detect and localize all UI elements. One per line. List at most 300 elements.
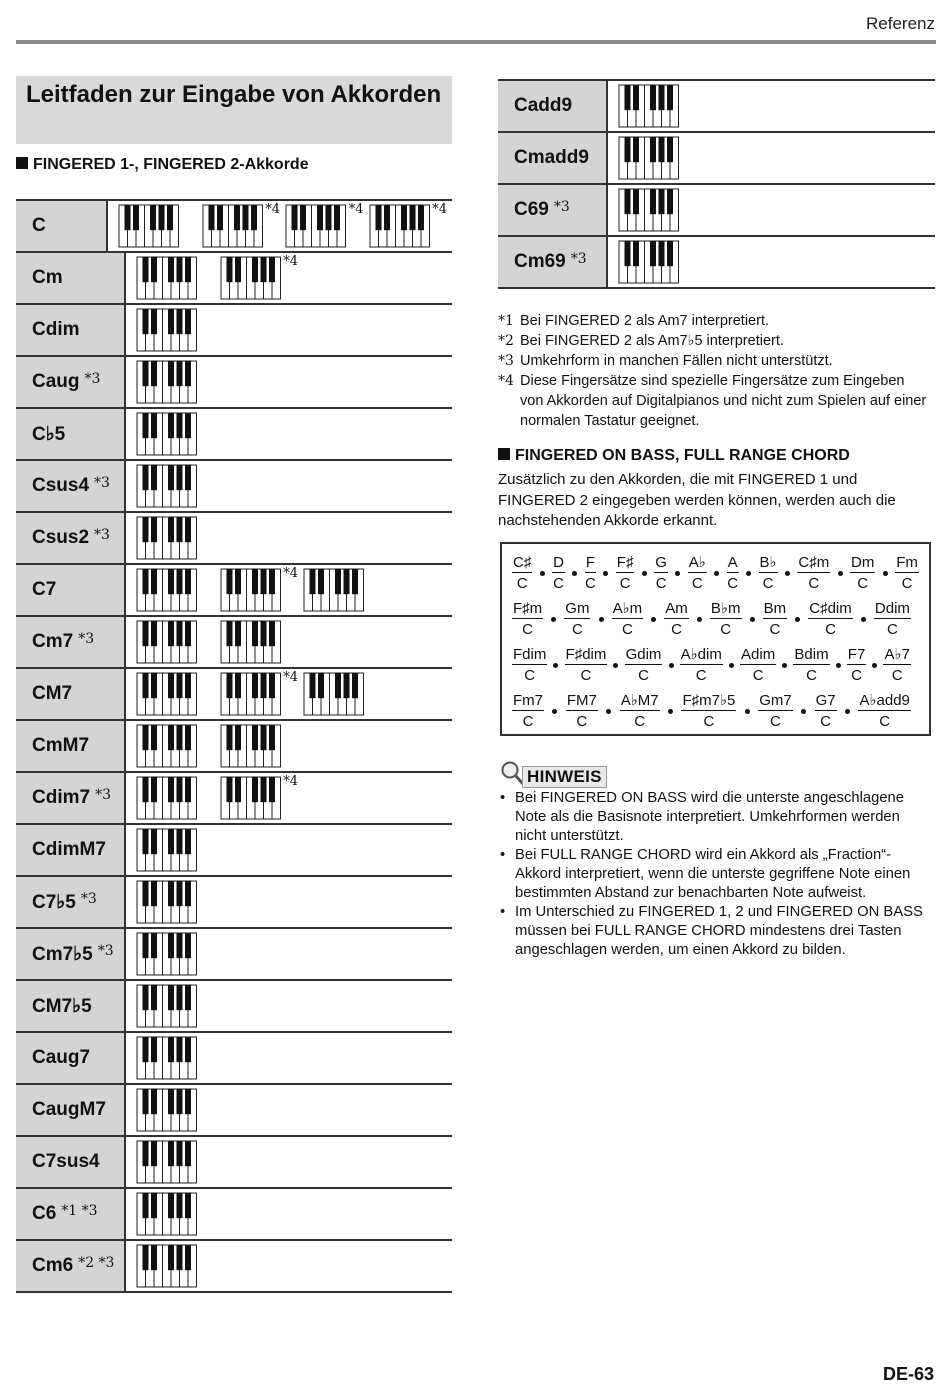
keyboard-variant — [136, 1035, 198, 1081]
keyboard-diagram — [618, 136, 680, 180]
chord-name-text: C7sus4 — [32, 1151, 100, 1172]
keyboard-diagram — [136, 308, 198, 352]
chord-name — [498, 81, 608, 131]
keyboard-variant — [220, 774, 298, 821]
chord-table-left — [16, 199, 452, 1293]
bullet-dot-icon — [785, 571, 790, 576]
fraction-denominator: C — [770, 713, 781, 730]
keyboard-diagram — [220, 776, 282, 820]
fraction-chord — [566, 692, 598, 730]
fraction-chord — [895, 554, 919, 592]
chord-name — [16, 1241, 126, 1291]
bullet-dot-icon — [745, 709, 750, 714]
subhead-bass-text: FINGERED ON BASS, FULL RANGE CHORD — [515, 447, 850, 464]
chord-row — [16, 721, 452, 773]
chord-name-text: C — [32, 215, 46, 236]
square-bullet-icon — [16, 157, 28, 169]
chord-name — [16, 305, 126, 355]
keyboard-variant — [618, 83, 680, 129]
fraction-numerator: C♯m — [798, 554, 830, 571]
fraction-denominator: C — [727, 575, 739, 592]
keyboard-variant — [285, 202, 364, 249]
chord-keyboards — [126, 825, 220, 875]
keyboard-diagram — [136, 620, 198, 664]
chord-keyboards — [608, 133, 702, 183]
chord-row — [498, 185, 935, 237]
bullet-dot-icon — [746, 571, 751, 576]
keyboard-diagram — [136, 256, 198, 300]
fraction-chord — [664, 600, 689, 638]
keyboard-diagram — [220, 672, 282, 716]
fraction-numerator: C♯dim — [809, 600, 852, 617]
chord-row — [16, 981, 452, 1033]
chord-row — [16, 929, 452, 981]
chord-row — [498, 237, 935, 289]
chord-name — [16, 513, 126, 563]
fraction-numerator: C♯ — [513, 554, 532, 571]
keyboard-variant — [136, 619, 198, 665]
chord-name-text: Cm — [32, 267, 63, 288]
keyboard-variant — [136, 515, 198, 561]
fraction-denominator: C — [886, 621, 898, 638]
fraction-numerator: Fm7 — [513, 692, 543, 709]
keyboard-variant — [369, 202, 447, 249]
fraction-chord — [612, 600, 644, 638]
bullet-dot-icon — [606, 709, 611, 714]
chord-footnote-ref: *1 *3 — [61, 1203, 98, 1219]
chord-name-text: CdimM7 — [32, 839, 106, 860]
keyboard-variant — [618, 239, 680, 285]
chord-footnote-ref: *2 *3 — [78, 1255, 115, 1271]
chord-keyboards — [126, 1085, 220, 1135]
fraction-denominator: C — [522, 621, 533, 638]
keyboard-diagram — [136, 464, 198, 508]
notes-list — [500, 789, 932, 960]
fraction-numerator: A♭ — [688, 554, 706, 571]
keyboard-variant — [303, 567, 365, 613]
keyboard-diagram — [618, 84, 680, 128]
header-rule — [16, 40, 936, 44]
chord-name-text: C♭5 — [32, 423, 66, 445]
chord-keyboards — [108, 201, 452, 251]
fraction-denominator: C — [820, 713, 831, 730]
fraction-row — [512, 554, 919, 592]
chord-name — [16, 877, 126, 927]
chord-footnote-ref: *3 — [94, 527, 110, 543]
fraction-numerator: G — [655, 554, 667, 571]
fraction-chord — [552, 554, 565, 592]
keyboard-variant — [220, 670, 298, 717]
fraction-chord — [874, 600, 911, 638]
bullet-dot-icon — [613, 663, 618, 668]
fraction-chord — [850, 554, 875, 592]
footnote-text: Diese Fingersätze sind spezielle Fingersätze zum Eingeben von Akkorden auf Digitalpianos und nicht zum Spielen auf einer normalen Tastatur geeignet. — [520, 373, 927, 429]
footnote — [498, 371, 928, 431]
fraction-numerator: B♭ — [759, 554, 777, 571]
chord-name — [16, 1189, 126, 1239]
footnote-mark: *3 — [498, 353, 514, 369]
chord-row — [16, 513, 452, 565]
keyboard-footnote-ref: *4 — [283, 670, 298, 685]
chord-row — [16, 201, 452, 253]
fraction-chord — [797, 554, 830, 592]
keyboard-variant — [202, 202, 280, 249]
chord-keyboards — [126, 1033, 220, 1083]
fraction-chord — [758, 692, 793, 730]
fraction-denominator: C — [638, 667, 649, 684]
subhead-fingered-text: FINGERED 1-, FINGERED 2-Akkorde — [33, 156, 309, 173]
chord-keyboards — [126, 1241, 220, 1291]
fraction-chord — [512, 600, 543, 638]
chord-name-text: Csus2 — [32, 527, 90, 548]
chord-keyboards — [126, 357, 220, 407]
chord-name-text: Cdim — [32, 319, 80, 340]
keyboard-diagram — [136, 1088, 198, 1132]
fraction-row — [512, 600, 911, 638]
fraction-denominator: C — [703, 713, 715, 730]
chord-row — [16, 669, 452, 721]
keyboard-variant — [618, 187, 680, 233]
keyboard-variant — [136, 1139, 198, 1185]
chord-name-text: Csus4 — [32, 475, 90, 496]
bullet-dot-icon — [697, 617, 702, 622]
chord-keyboards — [608, 81, 702, 131]
note-item — [500, 903, 932, 960]
keyboard-variant — [220, 566, 298, 613]
fraction-numerator: Ddim — [874, 600, 910, 617]
note-text: Bei FINGERED ON BASS wird die unterste angeschlagene Note als die Basisnote interpretiert. Umkehrformen werden nicht unterstützt. — [515, 790, 905, 844]
footnote-mark: *4 — [498, 373, 514, 389]
fraction-numerator: Am — [665, 600, 688, 617]
chord-name — [16, 253, 126, 303]
keyboard-variant — [136, 463, 198, 509]
chord-row — [16, 877, 452, 929]
fraction-numerator: Adim — [741, 646, 776, 663]
fraction-numerator: D — [553, 554, 564, 571]
chord-name — [16, 825, 126, 875]
fraction-chord — [793, 646, 829, 684]
chord-name — [16, 617, 126, 667]
keyboard-diagram — [369, 204, 431, 248]
note-item — [500, 846, 932, 903]
chord-name-text: Cmadd9 — [514, 147, 589, 168]
keyboard-variant — [303, 671, 365, 717]
keyboard-diagram — [136, 1192, 198, 1236]
keyboard-diagram — [118, 204, 180, 248]
chord-name — [16, 773, 126, 823]
fraction-numerator: F♯m7♭5 — [682, 692, 736, 709]
keyboard-variant — [136, 307, 198, 353]
chord-row — [498, 81, 935, 133]
fraction-denominator: C — [901, 575, 913, 592]
chord-name-text: CmM7 — [32, 735, 90, 756]
fraction-denominator: C — [752, 667, 764, 684]
fraction-chord — [564, 600, 590, 638]
fraction-chord — [759, 554, 778, 592]
chord-keyboards — [126, 877, 220, 927]
keyboard-diagram — [136, 984, 198, 1028]
chord-row — [16, 409, 452, 461]
fraction-denominator: C — [695, 667, 707, 684]
fraction-chord — [740, 646, 776, 684]
fraction-numerator: A♭add9 — [859, 692, 910, 709]
fraction-numerator: Dm — [851, 554, 875, 571]
keyboard-variant — [220, 254, 298, 301]
chord-keyboards — [126, 461, 220, 511]
keyboard-variant — [118, 203, 180, 249]
subhead-bass — [498, 447, 850, 465]
fraction-chord — [727, 554, 739, 592]
fraction-denominator: C — [851, 667, 862, 684]
fraction-numerator: Gm7 — [759, 692, 792, 709]
chord-name — [16, 201, 108, 251]
fraction-chord — [883, 646, 910, 684]
chord-name — [16, 721, 126, 771]
chord-name-text: Cm7♭5 — [32, 943, 93, 965]
chord-row — [16, 305, 452, 357]
bullet-dot-icon — [572, 571, 577, 576]
bullet-dot-icon — [795, 617, 800, 622]
footnote-text: Bei FINGERED 2 als Am7♭5 interpretiert. — [520, 333, 784, 349]
fraction-chord — [858, 692, 910, 730]
chord-keyboards — [126, 513, 220, 563]
keyboard-variant — [136, 1243, 198, 1289]
bullet-icon: • — [500, 904, 506, 920]
fraction-chord — [512, 646, 547, 684]
chord-footnote-ref: *3 — [95, 787, 111, 803]
keyboard-variant — [136, 1087, 198, 1133]
chord-keyboards — [126, 617, 303, 667]
chord-footnote-ref: *3 — [84, 371, 101, 387]
keyboard-footnote-ref: *4 — [283, 566, 298, 581]
keyboard-variant — [220, 619, 282, 665]
chord-name — [16, 357, 126, 407]
keyboard-footnote-ref: *4 — [265, 202, 280, 217]
bullet-dot-icon — [599, 617, 604, 622]
fraction-numerator: A♭M7 — [620, 692, 659, 709]
chord-keyboards — [126, 1189, 220, 1239]
chord-name — [498, 133, 608, 183]
fraction-numerator: Fm — [896, 554, 918, 571]
fraction-denominator: C — [619, 575, 631, 592]
fraction-denominator: C — [516, 575, 528, 592]
keyboard-diagram — [202, 204, 264, 248]
chord-name — [498, 185, 608, 235]
page-number: DE-63 — [882, 1364, 934, 1384]
keyboard-variant — [136, 879, 198, 925]
chord-row — [16, 357, 452, 409]
fraction-denominator: C — [691, 575, 703, 592]
keyboard-variant — [136, 671, 198, 717]
chord-keyboards — [126, 721, 303, 771]
fraction-denominator: C — [576, 713, 588, 730]
fraction-chord — [681, 692, 736, 730]
chord-footnote-ref: *3 — [570, 251, 587, 267]
bullet-dot-icon — [668, 709, 673, 714]
fraction-denominator: C — [580, 667, 592, 684]
fraction-denominator: C — [762, 575, 774, 592]
chord-row — [16, 1085, 452, 1137]
keyboard-diagram — [136, 568, 198, 612]
chord-row — [16, 253, 452, 305]
chord-row — [498, 133, 935, 185]
bullet-dot-icon — [552, 709, 557, 714]
fraction-chord — [616, 554, 635, 592]
fraction-denominator: C — [655, 575, 667, 592]
keyboard-variant — [136, 983, 198, 1029]
fraction-denominator: C — [522, 713, 534, 730]
chord-name-text: CM7 — [32, 683, 73, 704]
fraction-chord — [815, 692, 837, 730]
chord-name — [16, 409, 126, 459]
fraction-denominator: C — [571, 621, 583, 638]
chord-name — [16, 1085, 126, 1135]
bullet-dot-icon — [714, 571, 719, 576]
page-header-label: Referenz — [866, 14, 935, 33]
bullet-dot-icon — [551, 617, 556, 622]
footnote-text: Umkehrform in manchen Fällen nicht unterstützt. — [520, 353, 833, 369]
keyboard-diagram — [136, 828, 198, 872]
chord-row — [16, 565, 452, 617]
fraction-row — [512, 646, 911, 684]
fraction-chord — [763, 600, 788, 638]
chord-keyboards — [126, 1137, 220, 1187]
footnotes — [498, 311, 928, 431]
fraction-denominator: C — [891, 667, 903, 684]
fraction-chord — [847, 646, 867, 684]
bullet-dot-icon — [861, 617, 866, 622]
keyboard-diagram — [220, 568, 282, 612]
keyboard-variant — [136, 567, 198, 613]
keyboard-diagram — [303, 672, 365, 716]
bullet-dot-icon — [872, 663, 877, 668]
fraction-row — [512, 692, 911, 730]
fraction-numerator: Bm — [763, 600, 787, 617]
fraction-numerator: F — [585, 554, 595, 571]
fraction-denominator: C — [879, 713, 891, 730]
bullet-dot-icon — [669, 663, 674, 668]
keyboard-diagram — [136, 412, 198, 456]
hinweis-label: HINWEIS — [522, 766, 607, 788]
keyboard-diagram — [220, 724, 282, 768]
chord-name — [16, 1033, 126, 1083]
chord-name — [16, 981, 126, 1031]
chord-name-text: Cm69 — [514, 251, 566, 272]
keyboard-diagram — [136, 880, 198, 924]
bullet-dot-icon — [651, 617, 656, 622]
section-title: Leitfaden zur Eingabe von Akkorden — [16, 76, 452, 144]
chord-name — [16, 929, 126, 979]
chord-row — [16, 617, 452, 669]
bullet-dot-icon — [883, 571, 888, 576]
chord-footnote-ref: *3 — [553, 199, 570, 215]
chord-footnote-ref: *3 — [94, 475, 110, 491]
footnote-mark: *2 — [498, 333, 514, 349]
note-item — [500, 789, 932, 846]
bullet-dot-icon — [553, 663, 558, 668]
footnote — [498, 311, 928, 331]
chord-keyboards — [126, 669, 387, 719]
keyboard-diagram — [220, 256, 282, 300]
hinweis-heading — [500, 758, 607, 788]
fraction-numerator: Bdim — [794, 646, 829, 663]
keyboard-variant — [136, 775, 198, 821]
chord-keyboards — [126, 773, 303, 823]
keyboard-diagram — [136, 672, 198, 716]
bullet-dot-icon — [838, 571, 843, 576]
keyboard-diagram — [303, 568, 365, 612]
fraction-numerator: B♭m — [710, 600, 741, 617]
fraction-numerator: Gdim — [625, 646, 662, 663]
keyboard-footnote-ref: *4 — [348, 202, 364, 217]
chord-name-text: Cadd9 — [514, 95, 573, 116]
chord-keyboards — [126, 929, 220, 979]
subhead-fingered — [16, 156, 309, 174]
fraction-numerator: A♭m — [612, 600, 643, 617]
chord-keyboards — [126, 565, 387, 615]
keyboard-variant — [136, 827, 198, 873]
fraction-denominator: C — [671, 621, 682, 638]
bullet-dot-icon — [540, 571, 545, 576]
chord-name-text: Cm7 — [32, 631, 74, 652]
fraction-numerator: A♭dim — [680, 646, 722, 663]
keyboard-variant — [220, 723, 282, 769]
chord-name-text: Cdim7 — [32, 787, 91, 808]
footnote — [498, 351, 928, 371]
fraction-chord — [654, 554, 668, 592]
keyboard-variant — [618, 135, 680, 181]
keyboard-diagram — [285, 204, 347, 248]
chord-keyboards — [608, 185, 702, 235]
chord-name-text: CM7♭5 — [32, 995, 92, 1017]
footnote-mark: *1 — [498, 313, 514, 329]
fraction-denominator: C — [524, 667, 536, 684]
fraction-numerator: Fdim — [513, 646, 547, 663]
keyboard-diagram — [136, 360, 198, 404]
keyboard-variant — [136, 411, 198, 457]
keyboard-diagram — [136, 932, 198, 976]
chord-name — [498, 237, 608, 287]
chord-row — [16, 825, 452, 877]
bullet-icon: • — [500, 790, 506, 806]
fraction-denominator: C — [553, 575, 564, 592]
chord-keyboards — [126, 253, 303, 303]
fraction-numerator: G7 — [815, 692, 836, 709]
bullet-dot-icon — [603, 571, 608, 576]
fraction-denominator: C — [621, 621, 633, 638]
bullet-dot-icon — [801, 709, 806, 714]
chord-name — [16, 669, 126, 719]
fraction-numerator: FM7 — [566, 692, 597, 709]
fraction-denominator: C — [769, 621, 781, 638]
chord-footnote-ref: *3 — [97, 943, 114, 959]
keyboard-diagram — [136, 724, 198, 768]
keyboard-diagram — [136, 516, 198, 560]
fraction-numerator: Gm — [565, 600, 590, 617]
chord-name-text: Cm6 — [32, 1255, 74, 1276]
chord-keyboards — [126, 305, 220, 355]
fraction-denominator: C — [825, 621, 836, 638]
chord-keyboards — [126, 409, 220, 459]
chord-name-text: C6 — [32, 1203, 57, 1224]
keyboard-variant — [136, 723, 198, 769]
keyboard-footnote-ref: *4 — [283, 254, 298, 269]
chord-row — [16, 1033, 452, 1085]
bullet-dot-icon — [642, 571, 647, 576]
note-text: Bei FULL RANGE CHORD wird ein Akkord als „Fraction“-Akkord interpretiert, wenn die unterste gegriffene Note einen bestimmten Abstand zur benachbarten Note aufweist. — [515, 847, 911, 901]
fraction-chord — [512, 692, 544, 730]
bullet-icon: • — [500, 847, 506, 863]
